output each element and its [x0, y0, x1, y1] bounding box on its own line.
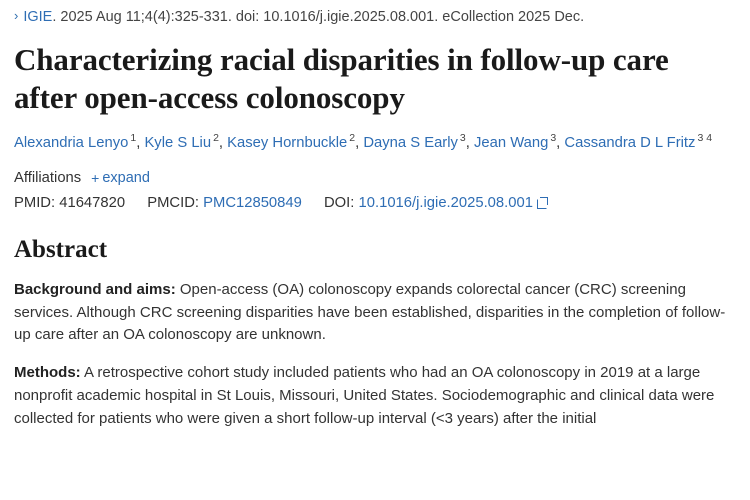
- abstract-section-text: Open-access (OA) colonoscopy expands colorectal cancer (CRC) screening services. Although CRC screening disparities have been established, disparities in the completion of follow-up care after an OA colonoscopy are unknown.: [14, 280, 726, 344]
- chevron-right-icon[interactable]: ›: [14, 8, 19, 23]
- pmid-value: 41647820: [59, 194, 126, 211]
- abstract-section: [14, 279, 736, 347]
- abstract-section-text: A retrospective cohort study included patients who had an OA colonoscopy in 2019 at a large nonprofit academic hospital in St Louis, Missouri, United States. Sociodemographic and clinical data were collected for patients who were given a short follow-up interval (<3 years) after the initial: [14, 364, 715, 427]
- author-list: [14, 130, 736, 156]
- doi-link[interactable]: 10.1016/j.igie.2025.08.001: [358, 194, 533, 211]
- author-separator: ,: [556, 134, 561, 151]
- author-link[interactable]: Alexandria Lenyo: [14, 134, 129, 151]
- author-affiliation-marker: 3: [550, 131, 557, 144]
- author-item: [227, 131, 360, 151]
- author-item: [474, 131, 561, 151]
- journal-name[interactable]: IGIE: [23, 9, 53, 25]
- author-affiliation-marker: 2: [349, 131, 356, 144]
- author-item: [564, 131, 713, 151]
- citation-line: [14, 8, 736, 27]
- citation-details: . 2025 Aug 11;4(4):325-331. doi: 10.1016/j.igie.2025.08.001. eCollection 2025 Dec.: [52, 9, 585, 25]
- author-separator: ,: [355, 134, 360, 151]
- pmcid-link[interactable]: PMC12850849: [203, 194, 302, 211]
- author-link[interactable]: Kyle S Liu: [144, 134, 212, 151]
- author-affiliation-marker: 3 4: [697, 131, 713, 144]
- abstract-heading: Abstract: [14, 235, 108, 263]
- author-item: [14, 131, 141, 151]
- author-affiliation-marker: 1: [130, 131, 137, 144]
- author-affiliation-marker: 2: [213, 131, 219, 144]
- author-separator: ,: [465, 134, 470, 151]
- expand-label: expand: [102, 169, 150, 186]
- abstract-section-label: Methods:: [14, 364, 81, 382]
- pmid-label: PMID:: [14, 194, 56, 211]
- author-link[interactable]: Dayna S Early: [363, 134, 458, 151]
- plus-icon: +: [91, 169, 100, 186]
- author-item: [363, 131, 470, 151]
- page-title: Characterizing racial disparities in follow-up care after open-access colonoscopy: [14, 41, 669, 116]
- author-link[interactable]: Cassandra D L Fritz: [564, 134, 696, 151]
- author-link[interactable]: Kasey Hornbuckle: [227, 134, 348, 151]
- affiliations-label: Affiliations: [14, 169, 82, 186]
- citation-text: [23, 8, 584, 27]
- pmcid-label: PMCID:: [147, 194, 199, 211]
- affiliations-row: [14, 170, 736, 186]
- author-affiliation-marker: 3: [459, 131, 466, 144]
- external-link-icon[interactable]: [537, 197, 548, 208]
- author-separator: ,: [218, 134, 224, 151]
- author-link[interactable]: Jean Wang: [474, 134, 549, 151]
- abstract-section-label: Background and aims:: [14, 280, 176, 298]
- author-separator: ,: [136, 134, 141, 151]
- identifiers-row: [14, 192, 736, 214]
- abstract-section: [14, 362, 736, 430]
- doi-label: DOI:: [323, 194, 355, 211]
- author-item: [144, 131, 224, 151]
- expand-affiliations-button[interactable]: [91, 170, 150, 186]
